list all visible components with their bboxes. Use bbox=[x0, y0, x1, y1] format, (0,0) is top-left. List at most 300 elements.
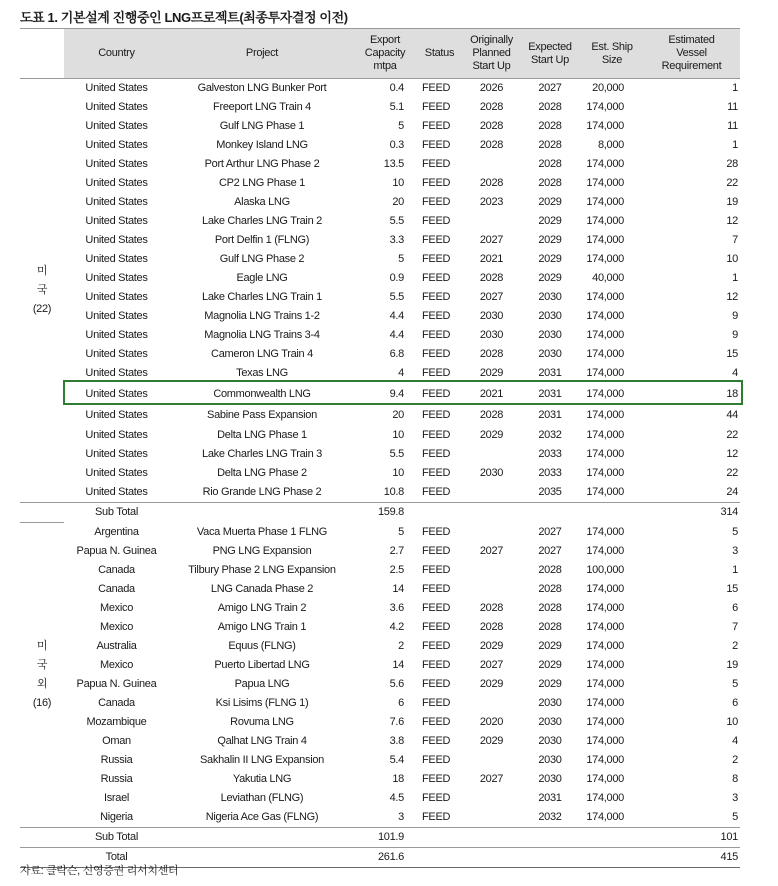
total-capacity: 261.6 bbox=[355, 847, 415, 867]
cell-country: Mozambique bbox=[86, 715, 147, 728]
cell-capacity: 6.8 bbox=[389, 348, 404, 360]
cell-planned-start: 2021 bbox=[479, 388, 504, 400]
cell-country: United States bbox=[85, 367, 148, 379]
cell-vessel-requirement: 5 bbox=[732, 525, 738, 538]
cell-vessel-requirement: 1 bbox=[732, 82, 738, 94]
cell-status: FEED bbox=[422, 158, 451, 170]
cell-vessel-requirement: 1 bbox=[732, 272, 738, 284]
cell-planned-start: 2028 bbox=[479, 348, 504, 360]
cell-country: Canada bbox=[98, 582, 135, 595]
header-ship-size: Est. Ship Size bbox=[581, 29, 643, 79]
cell-vessel-requirement: 2 bbox=[732, 639, 738, 652]
cell-vessel-requirement: 19 bbox=[726, 658, 738, 671]
subtotal-spacer bbox=[20, 827, 64, 847]
subtotal-spacer bbox=[415, 503, 464, 523]
cell-project: Gulf LNG Phase 2 bbox=[219, 253, 305, 265]
table-row bbox=[20, 155, 740, 174]
cell-vessel-requirement: 10 bbox=[726, 715, 738, 728]
cell-capacity: 0.4 bbox=[389, 82, 404, 94]
cell-capacity: 4 bbox=[398, 367, 404, 379]
cell-ship-size: 174,000 bbox=[586, 429, 624, 441]
cell-expected-start: 2032 bbox=[538, 810, 562, 823]
cell-country: United States bbox=[85, 253, 148, 265]
cell-vessel-requirement: 1 bbox=[732, 139, 738, 151]
table-row bbox=[20, 523, 740, 542]
cell-status: FEED bbox=[422, 367, 451, 379]
cell-ship-size: 174,000 bbox=[586, 658, 624, 671]
cell-country: Mexico bbox=[99, 620, 134, 633]
cell-country: United States bbox=[85, 272, 148, 284]
total-spacer bbox=[464, 847, 519, 867]
cell-country: United States bbox=[85, 120, 148, 132]
cell-status: FEED bbox=[422, 639, 451, 652]
cell-project: Ksi Lisims (FLNG 1) bbox=[215, 696, 309, 709]
cell-project: CP2 LNG Phase 1 bbox=[219, 177, 305, 189]
cell-project: Commonwealth LNG bbox=[213, 388, 311, 400]
cell-expected-start: 2031 bbox=[538, 388, 562, 400]
cell-country: United States bbox=[85, 429, 148, 441]
cell-expected-start: 2028 bbox=[538, 620, 562, 633]
cell-ship-size: 174,000 bbox=[586, 696, 624, 709]
cell-capacity: 0.9 bbox=[389, 272, 404, 284]
cell-expected-start: 2028 bbox=[538, 158, 562, 170]
cell-planned-start bbox=[464, 694, 519, 713]
cell-planned-start bbox=[464, 561, 519, 580]
table-body bbox=[20, 79, 740, 868]
cell-capacity: 5 bbox=[398, 120, 404, 132]
cell-capacity: 4.5 bbox=[389, 791, 404, 804]
cell-ship-size: 174,000 bbox=[586, 734, 624, 747]
cell-capacity: 14 bbox=[392, 658, 404, 671]
cell-status: FEED bbox=[422, 753, 451, 766]
cell-country: Russia bbox=[100, 772, 133, 785]
cell-status: FEED bbox=[422, 772, 451, 785]
header-project: Project bbox=[169, 29, 355, 79]
cell-vessel-requirement: 5 bbox=[732, 810, 738, 823]
cell-expected-start: 2030 bbox=[538, 715, 562, 728]
cell-status: FEED bbox=[422, 348, 451, 360]
cell-project: Lake Charles LNG Train 2 bbox=[202, 215, 322, 227]
cell-ship-size: 40,000 bbox=[592, 272, 624, 284]
cell-expected-start: 2030 bbox=[538, 310, 562, 322]
subtotal-spacer bbox=[169, 827, 355, 847]
cell-project: Eagle LNG bbox=[236, 272, 288, 284]
cell-country: United States bbox=[85, 101, 148, 113]
table-row bbox=[20, 483, 740, 503]
table-row bbox=[20, 426, 740, 445]
table-row bbox=[20, 98, 740, 117]
cell-capacity: 13.5 bbox=[383, 158, 404, 170]
cell-expected-start: 2029 bbox=[538, 234, 562, 246]
header-group bbox=[20, 29, 64, 79]
cell-planned-start: 2028 bbox=[479, 101, 504, 113]
cell-country: Mexico bbox=[99, 601, 134, 614]
cell-ship-size: 174,000 bbox=[586, 791, 624, 804]
cell-planned-start: 2027 bbox=[479, 234, 504, 246]
subtotal-spacer bbox=[20, 503, 64, 523]
cell-status: FEED bbox=[422, 291, 451, 303]
cell-project: Magnolia LNG Trains 1-2 bbox=[204, 310, 320, 322]
subtotal-capacity: 159.8 bbox=[355, 503, 415, 523]
subtotal-vessels: 314 bbox=[643, 503, 740, 523]
cell-project: Equus (FLNG) bbox=[228, 639, 296, 652]
cell-vessel-requirement: 22 bbox=[726, 429, 738, 441]
cell-planned-start: 2029 bbox=[479, 639, 504, 652]
cell-expected-start: 2028 bbox=[538, 582, 562, 595]
cell-country: Mexico bbox=[99, 658, 134, 671]
cell-vessel-requirement: 6 bbox=[732, 601, 738, 614]
group-label-line: (16) bbox=[32, 696, 52, 709]
cell-capacity: 4.4 bbox=[389, 310, 404, 322]
group-label-line: 미 bbox=[36, 639, 48, 652]
table-title: 도표 1. 기본설계 진행중인 LNG프로젝트(최종투자결정 이전) bbox=[20, 10, 348, 25]
header-expected-start: Expected Start Up bbox=[519, 29, 581, 79]
cell-planned-start: 2029 bbox=[479, 429, 504, 441]
cell-project: Alaska LNG bbox=[234, 196, 290, 208]
cell-status: FEED bbox=[422, 658, 451, 671]
cell-country: Argentina bbox=[94, 525, 139, 538]
cell-expected-start: 2027 bbox=[538, 525, 562, 538]
cell-expected-start: 2030 bbox=[538, 329, 562, 341]
cell-vessel-requirement: 11 bbox=[727, 120, 738, 132]
cell-expected-start: 2028 bbox=[538, 139, 562, 151]
table-row bbox=[20, 405, 740, 426]
cell-expected-start: 2029 bbox=[538, 272, 562, 284]
cell-vessel-requirement: 5 bbox=[732, 677, 738, 690]
cell-country: United States bbox=[85, 196, 148, 208]
table-row bbox=[20, 464, 740, 483]
cell-capacity: 20 bbox=[392, 409, 404, 421]
cell-project: Monkey Island LNG bbox=[216, 139, 308, 151]
table-row bbox=[20, 713, 740, 732]
cell-capacity: 3.8 bbox=[389, 734, 404, 747]
total-spacer bbox=[581, 847, 643, 867]
cell-ship-size: 174,000 bbox=[586, 196, 624, 208]
total-spacer bbox=[519, 847, 581, 867]
table-row bbox=[20, 599, 740, 618]
cell-planned-start: 2026 bbox=[479, 82, 504, 94]
cell-project: Gulf LNG Phase 1 bbox=[219, 120, 305, 132]
table-row bbox=[20, 618, 740, 637]
source-note: 자료: 클락슨, 신영증권 리서치센터 bbox=[20, 865, 179, 877]
cell-ship-size: 174,000 bbox=[586, 158, 624, 170]
cell-ship-size: 174,000 bbox=[586, 310, 624, 322]
cell-planned-start: 2029 bbox=[479, 734, 504, 747]
cell-vessel-requirement: 22 bbox=[726, 467, 738, 479]
subtotal-row bbox=[20, 827, 740, 847]
cell-capacity: 4.4 bbox=[389, 329, 404, 341]
cell-status: FEED bbox=[422, 525, 451, 538]
cell-vessel-requirement: 19 bbox=[726, 196, 738, 208]
cell-status: FEED bbox=[422, 329, 451, 341]
cell-project: Freeport LNG Train 4 bbox=[213, 101, 311, 113]
cell-vessel-requirement: 15 bbox=[726, 582, 738, 595]
cell-expected-start: 2030 bbox=[538, 291, 562, 303]
cell-planned-start bbox=[464, 751, 519, 770]
cell-country: Nigeria bbox=[100, 810, 133, 823]
cell-capacity: 3.3 bbox=[389, 234, 404, 246]
cell-expected-start: 2029 bbox=[538, 639, 562, 652]
cell-expected-start: 2031 bbox=[538, 367, 562, 379]
cell-capacity: 5.5 bbox=[389, 448, 404, 460]
table-row bbox=[20, 637, 740, 656]
cell-expected-start: 2035 bbox=[538, 486, 562, 498]
cell-planned-start: 2020 bbox=[479, 715, 504, 728]
table-row bbox=[20, 364, 740, 383]
header-country: Country bbox=[64, 29, 169, 79]
cell-capacity: 5 bbox=[398, 525, 404, 538]
cell-capacity: 9.4 bbox=[389, 388, 404, 400]
cell-ship-size: 8,000 bbox=[597, 139, 624, 151]
cell-planned-start: 2028 bbox=[479, 120, 504, 132]
table-row bbox=[20, 288, 740, 307]
table-row bbox=[20, 326, 740, 345]
subtotal-spacer bbox=[169, 503, 355, 523]
cell-vessel-requirement: 3 bbox=[732, 791, 738, 804]
cell-ship-size: 174,000 bbox=[586, 486, 624, 498]
cell-capacity: 10 bbox=[392, 429, 404, 441]
table-row bbox=[20, 307, 740, 326]
cell-project: PNG LNG Expansion bbox=[212, 544, 312, 557]
cell-country: United States bbox=[85, 291, 148, 303]
cell-ship-size: 174,000 bbox=[586, 388, 624, 400]
cell-planned-start bbox=[464, 212, 519, 231]
cell-vessel-requirement: 9 bbox=[732, 310, 738, 322]
cell-expected-start: 2030 bbox=[538, 753, 562, 766]
cell-status: FEED bbox=[422, 215, 451, 227]
table-row bbox=[20, 808, 740, 828]
subtotal-label: Sub Total bbox=[64, 503, 169, 523]
cell-ship-size: 174,000 bbox=[586, 544, 624, 557]
cell-ship-size: 174,000 bbox=[586, 215, 624, 227]
cell-status: FEED bbox=[422, 677, 451, 690]
cell-planned-start: 2029 bbox=[479, 677, 504, 690]
cell-vessel-requirement: 9 bbox=[732, 329, 738, 341]
cell-status: FEED bbox=[422, 563, 451, 576]
cell-status: FEED bbox=[422, 310, 451, 322]
cell-planned-start bbox=[464, 580, 519, 599]
cell-expected-start: 2027 bbox=[538, 544, 562, 557]
subtotal-row bbox=[20, 503, 740, 523]
cell-status: FEED bbox=[422, 620, 451, 633]
cell-status: FEED bbox=[422, 234, 451, 246]
cell-capacity: 10.8 bbox=[383, 486, 404, 498]
table-row bbox=[20, 212, 740, 231]
table-row bbox=[20, 751, 740, 770]
cell-vessel-requirement: 28 bbox=[726, 158, 738, 170]
table-row bbox=[20, 561, 740, 580]
cell-planned-start bbox=[464, 155, 519, 174]
cell-vessel-requirement: 3 bbox=[732, 544, 738, 557]
cell-vessel-requirement: 2 bbox=[732, 753, 738, 766]
cell-ship-size: 174,000 bbox=[586, 409, 624, 421]
cell-expected-start: 2030 bbox=[538, 348, 562, 360]
cell-project: Papua LNG bbox=[234, 677, 290, 690]
subtotal-spacer bbox=[519, 503, 581, 523]
cell-planned-start: 2030 bbox=[479, 329, 504, 341]
group-label-line: (22) bbox=[32, 303, 52, 315]
cell-ship-size: 100,000 bbox=[586, 563, 624, 576]
subtotal-vessels: 101 bbox=[643, 827, 740, 847]
cell-status: FEED bbox=[422, 120, 451, 132]
cell-ship-size: 174,000 bbox=[586, 715, 624, 728]
cell-capacity: 10 bbox=[392, 177, 404, 189]
cell-project: Puerto Libertad LNG bbox=[214, 658, 310, 671]
cell-vessel-requirement: 7 bbox=[732, 234, 738, 246]
cell-planned-start: 2023 bbox=[479, 196, 504, 208]
subtotal-spacer bbox=[519, 827, 581, 847]
cell-planned-start bbox=[464, 808, 519, 828]
cell-capacity: 3 bbox=[398, 810, 404, 823]
total-spacer bbox=[169, 847, 355, 867]
cell-ship-size: 174,000 bbox=[586, 582, 624, 595]
cell-planned-start: 2028 bbox=[479, 409, 504, 421]
cell-country: Canada bbox=[98, 563, 135, 576]
table-row bbox=[20, 79, 740, 99]
total-label: Total bbox=[64, 847, 169, 867]
table-row bbox=[20, 231, 740, 250]
header-row bbox=[20, 29, 740, 79]
cell-ship-size: 20,000 bbox=[592, 82, 624, 94]
cell-status: FEED bbox=[422, 196, 451, 208]
cell-planned-start: 2028 bbox=[479, 139, 504, 151]
cell-project: Rio Grande LNG Phase 2 bbox=[202, 486, 322, 498]
table-row bbox=[20, 445, 740, 464]
cell-ship-size: 174,000 bbox=[586, 253, 624, 265]
cell-ship-size: 174,000 bbox=[586, 234, 624, 246]
cell-status: FEED bbox=[422, 101, 451, 113]
cell-ship-size: 174,000 bbox=[586, 677, 624, 690]
cell-planned-start: 2027 bbox=[479, 772, 504, 785]
cell-country: United States bbox=[85, 310, 148, 322]
cell-project: Port Arthur LNG Phase 2 bbox=[204, 158, 320, 170]
cell-planned-start: 2028 bbox=[479, 601, 504, 614]
cell-project: Nigeria Ace Gas (FLNG) bbox=[205, 810, 319, 823]
table-row bbox=[20, 770, 740, 789]
cell-capacity: 0.3 bbox=[389, 139, 404, 151]
cell-vessel-requirement: 44 bbox=[726, 409, 738, 421]
header-status: Status bbox=[415, 29, 464, 79]
cell-status: FEED bbox=[422, 582, 451, 595]
cell-capacity: 10 bbox=[392, 467, 404, 479]
cell-vessel-requirement: 11 bbox=[727, 101, 738, 113]
cell-project: Port Delfin 1 (FLNG) bbox=[214, 234, 310, 246]
cell-project: Galveston LNG Bunker Port bbox=[197, 82, 327, 94]
cell-planned-start bbox=[464, 483, 519, 503]
subtotal-spacer bbox=[464, 827, 519, 847]
cell-planned-start: 2027 bbox=[479, 291, 504, 303]
cell-status: FEED bbox=[422, 810, 451, 823]
cell-capacity: 5.4 bbox=[389, 753, 404, 766]
cell-vessel-requirement: 4 bbox=[732, 367, 738, 379]
table-row bbox=[20, 732, 740, 751]
table-row bbox=[20, 269, 740, 288]
cell-project: Sakhalin II LNG Expansion bbox=[200, 753, 324, 766]
cell-ship-size: 174,000 bbox=[586, 177, 624, 189]
cell-status: FEED bbox=[422, 486, 451, 498]
cell-planned-start: 2021 bbox=[479, 253, 504, 265]
cell-planned-start: 2027 bbox=[479, 658, 504, 671]
cell-ship-size: 174,000 bbox=[586, 467, 624, 479]
cell-status: FEED bbox=[422, 601, 451, 614]
group-label-line: 미 bbox=[36, 265, 48, 277]
cell-expected-start: 2028 bbox=[538, 563, 562, 576]
table-row bbox=[20, 117, 740, 136]
table-row bbox=[20, 675, 740, 694]
cell-expected-start: 2029 bbox=[538, 253, 562, 265]
cell-vessel-requirement: 6 bbox=[732, 696, 738, 709]
cell-ship-size: 174,000 bbox=[586, 639, 624, 652]
cell-project: Qalhat LNG Train 4 bbox=[217, 734, 307, 747]
cell-country: Russia bbox=[100, 753, 133, 766]
subtotal-spacer bbox=[415, 827, 464, 847]
cell-ship-size: 174,000 bbox=[586, 525, 624, 538]
cell-expected-start: 2033 bbox=[538, 448, 562, 460]
cell-expected-start: 2029 bbox=[538, 196, 562, 208]
table-row bbox=[20, 789, 740, 808]
cell-vessel-requirement: 22 bbox=[726, 177, 738, 189]
cell-status: FEED bbox=[422, 82, 451, 94]
cell-capacity: 6 bbox=[398, 696, 404, 709]
cell-vessel-requirement: 1 bbox=[732, 563, 738, 576]
cell-ship-size: 174,000 bbox=[586, 348, 624, 360]
group-label bbox=[20, 79, 64, 503]
cell-planned-start: 2029 bbox=[479, 367, 504, 379]
cell-project: Magnolia LNG Trains 3-4 bbox=[204, 329, 320, 341]
cell-project: Texas LNG bbox=[236, 367, 288, 379]
cell-expected-start: 2028 bbox=[538, 101, 562, 113]
cell-project: Yakutia LNG bbox=[232, 772, 292, 785]
table-row bbox=[20, 656, 740, 675]
header-capacity: Export Capacity mtpa bbox=[355, 29, 415, 79]
cell-vessel-requirement: 10 bbox=[726, 253, 738, 265]
cell-vessel-requirement: 12 bbox=[726, 215, 738, 227]
cell-vessel-requirement: 12 bbox=[726, 448, 738, 460]
cell-ship-size: 174,000 bbox=[586, 367, 624, 379]
cell-expected-start: 2030 bbox=[538, 772, 562, 785]
cell-planned-start: 2027 bbox=[479, 544, 504, 557]
cell-country: United States bbox=[85, 82, 148, 94]
cell-expected-start: 2030 bbox=[538, 734, 562, 747]
cell-status: FEED bbox=[422, 253, 451, 265]
cell-ship-size: 174,000 bbox=[586, 620, 624, 633]
cell-ship-size: 174,000 bbox=[586, 120, 624, 132]
cell-ship-size: 174,000 bbox=[586, 291, 624, 303]
cell-vessel-requirement: 24 bbox=[726, 486, 738, 498]
cell-country: United States bbox=[85, 329, 148, 341]
cell-capacity: 4.2 bbox=[389, 620, 404, 633]
lng-projects-table bbox=[20, 28, 740, 868]
cell-vessel-requirement: 8 bbox=[732, 772, 738, 785]
cell-project: Amigo LNG Train 1 bbox=[217, 620, 307, 633]
cell-status: FEED bbox=[422, 388, 451, 400]
cell-ship-size: 174,000 bbox=[586, 448, 624, 460]
cell-project: Vaca Muerta Phase 1 FLNG bbox=[196, 525, 328, 538]
cell-expected-start: 2027 bbox=[538, 82, 562, 94]
cell-country: United States bbox=[85, 409, 148, 421]
cell-capacity: 5.1 bbox=[389, 101, 404, 113]
cell-status: FEED bbox=[422, 715, 451, 728]
cell-project: Lake Charles LNG Train 1 bbox=[202, 291, 322, 303]
cell-country: Oman bbox=[102, 734, 131, 747]
cell-status: FEED bbox=[422, 139, 451, 151]
cell-project: Sabine Pass Expansion bbox=[207, 409, 317, 421]
cell-country: United States bbox=[85, 234, 148, 246]
group-label-line: 국 bbox=[36, 284, 48, 296]
total-vessels: 415 bbox=[643, 847, 740, 867]
table-row bbox=[20, 542, 740, 561]
group-label-line: 외 bbox=[36, 677, 48, 690]
